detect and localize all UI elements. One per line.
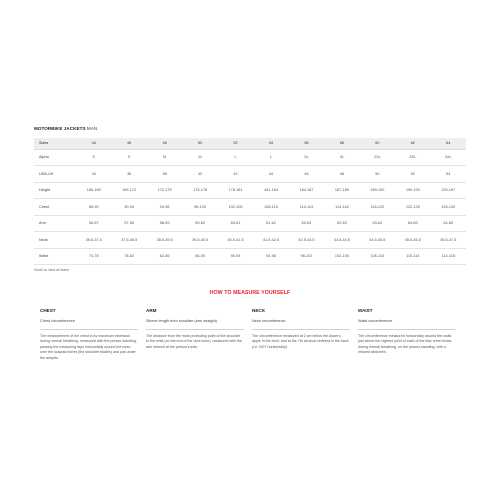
- table-header-cell: 58: [324, 138, 359, 149]
- measure-waist: [358, 308, 456, 356]
- table-cell: 178-181: [218, 182, 253, 199]
- table-cell: 58-59: [147, 215, 182, 232]
- scroll-hint: Scroll to view all sizes: [34, 268, 69, 272]
- measure-neck-description: The circumference measured at 2 cm below the Adam's apple in the front, and at the 7th cervical vertebra in the back (i.e. NOT horizontally).: [252, 333, 349, 349]
- table-cell: 114-118: [324, 199, 359, 216]
- table-title: [34, 126, 97, 131]
- table-row-label: Arm: [34, 215, 76, 232]
- table-cell: 62-63: [289, 215, 324, 232]
- table-header-cell: 50: [182, 138, 217, 149]
- table-row: [34, 232, 466, 249]
- table-cell: S: [111, 149, 146, 166]
- table-cell: 44.5-45.5: [360, 232, 395, 249]
- table-cell: 175-178: [182, 182, 217, 199]
- table-cell: 38: [147, 166, 182, 183]
- table-cell: 45.5-46.5: [395, 232, 430, 249]
- table-cell: 110-114: [395, 248, 430, 265]
- table-row: [34, 166, 466, 183]
- table-cell: 57-58: [111, 215, 146, 232]
- table-header-cell: 62: [395, 138, 430, 149]
- table-cell: 64-65: [431, 215, 466, 232]
- table-cell: 94-98: [147, 199, 182, 216]
- table-header-cell: 56: [289, 138, 324, 149]
- table-cell: 118-122: [360, 199, 395, 216]
- table-cell: 48: [324, 166, 359, 183]
- table-row-label: Waist: [34, 248, 76, 265]
- table-cell: 169-172: [111, 182, 146, 199]
- measure-waist-title: WAIST: [358, 308, 373, 313]
- table-cell: 82-86: [147, 248, 182, 265]
- table-cell: 62-63: [324, 215, 359, 232]
- measure-chest: [40, 308, 138, 361]
- measure-neck: [252, 308, 350, 350]
- table-row-label: Height: [34, 182, 76, 199]
- table-cell: 34: [76, 166, 111, 183]
- table-cell: 110-114: [289, 199, 324, 216]
- table-header-cell: 52: [218, 138, 253, 149]
- table-row-label: Chest: [34, 199, 76, 216]
- table-cell: 4XL: [431, 149, 466, 166]
- table-cell: 63-64: [360, 215, 395, 232]
- table-row: [34, 149, 466, 166]
- table-cell: 187-189: [324, 182, 359, 199]
- table-cell: 36.5-37.5: [76, 232, 111, 249]
- table-cell: 106-110: [253, 199, 288, 216]
- measure-neck-subtitle: Neck circumference: [252, 319, 286, 323]
- table-cell: 122-126: [395, 199, 430, 216]
- table-header-cell: 46: [111, 138, 146, 149]
- table-title-main: MOTORBIKE JACKETS: [34, 126, 86, 131]
- table-cell: 86-90: [182, 248, 217, 265]
- table-cell: 2XL: [360, 149, 395, 166]
- table-cell: 38.5-39.5: [147, 232, 182, 249]
- measure-chest-title: CHEST: [40, 308, 56, 313]
- table-header-cell: 48: [147, 138, 182, 149]
- table-cell: 126-130: [431, 199, 466, 216]
- table-header-cell: 54: [253, 138, 288, 149]
- table-cell: 54: [431, 166, 466, 183]
- table-cell: 37.5-38.5: [111, 232, 146, 249]
- table-cell: 90-94: [218, 248, 253, 265]
- table-cell: 61-62: [253, 215, 288, 232]
- table-cell: 60-61: [218, 215, 253, 232]
- table-cell: 90-94: [111, 199, 146, 216]
- table-cell: XL: [324, 149, 359, 166]
- table-row-label: USA-UK: [34, 166, 76, 183]
- measure-waist-subtitle: Waist circumference: [358, 319, 393, 323]
- table-row-label: Neck: [34, 232, 76, 249]
- how-to-measure-title: HOW TO MEASURE YOURSELF: [209, 290, 291, 296]
- measure-waist-description: The circumference measured horizontally around the waist, just above the highest point of each of the iliac crest bones, during normal breathing, on the person standing, with a relaxed abdomen.: [358, 333, 453, 355]
- table-cell: 106-110: [360, 248, 395, 265]
- table-cell: 64-65: [395, 215, 430, 232]
- divider: [146, 329, 244, 330]
- table-cell: 102-106: [324, 248, 359, 265]
- table-cell: 114-118: [431, 248, 466, 265]
- table-header-row: [34, 138, 466, 149]
- size-chart-table: [34, 138, 466, 265]
- table-cell: M: [147, 149, 182, 166]
- table-cell: 46.5-47.5: [431, 232, 466, 249]
- table-cell: 42: [218, 166, 253, 183]
- table-row: [34, 215, 466, 232]
- table-cell: 189-190: [360, 182, 395, 199]
- table-cell: 74-78: [76, 248, 111, 265]
- table-cell: L: [253, 149, 288, 166]
- table-cell: 3XL: [395, 149, 430, 166]
- table-cell: XL: [289, 149, 324, 166]
- table-cell: 94-98: [253, 248, 288, 265]
- table-cell: S: [76, 149, 111, 166]
- divider: [358, 329, 456, 330]
- table-cell: 43.5-44.5: [324, 232, 359, 249]
- table-cell: 193-197: [431, 182, 466, 199]
- measure-arm-description: The distance from the most protruding point of the shoulder to the wrist (on the end of the ulna bone), measured with the arm relaxed at the person's side.: [146, 333, 242, 349]
- table-row: [34, 199, 466, 216]
- table-cell: 39.5-40.5: [182, 232, 217, 249]
- table-cell: L: [218, 149, 253, 166]
- table-header-cell: 64: [431, 138, 466, 149]
- table-cell: 98-102: [289, 248, 324, 265]
- table-cell: 44: [253, 166, 288, 183]
- measure-arm-title: ARM: [146, 308, 157, 313]
- table-cell: 56-57: [76, 215, 111, 232]
- table-cell: M: [182, 149, 217, 166]
- table-cell: 52: [395, 166, 430, 183]
- table-cell: 86-90: [76, 199, 111, 216]
- table-cell: 40: [182, 166, 217, 183]
- table-cell: 102-106: [218, 199, 253, 216]
- table-header-cell: 44: [76, 138, 111, 149]
- size-chart-body: [34, 138, 466, 265]
- table-row-label: Alpha: [34, 149, 76, 166]
- table-cell: 190-193: [395, 182, 430, 199]
- table-cell: 59-60: [182, 215, 217, 232]
- table-cell: 40.5-41.5: [218, 232, 253, 249]
- table-cell: 181-184: [253, 182, 288, 199]
- table-cell: 98-102: [182, 199, 217, 216]
- measure-arm-subtitle: Sleeve length from shoulder (arm straight): [146, 319, 217, 323]
- table-header-cell: Sizes: [34, 138, 76, 149]
- divider: [40, 329, 138, 330]
- table-row: [34, 182, 466, 199]
- table-title-gender: MAN: [85, 126, 98, 131]
- measure-chest-description: The measurement of the chest in its maximum extension during normal breathing, measured with the person standing, passing the measuring tape horizontally around the torso over the scapula bones (the shoulder blades) and just under the armpits.: [40, 333, 137, 360]
- table-row: [34, 248, 466, 265]
- table-cell: 50: [360, 166, 395, 183]
- table-cell: 184-187: [289, 182, 324, 199]
- table-cell: 41.5-42.5: [253, 232, 288, 249]
- table-cell: 166-169: [76, 182, 111, 199]
- table-cell: 46: [289, 166, 324, 183]
- table-cell: 172-175: [147, 182, 182, 199]
- measure-neck-title: NECK: [252, 308, 266, 313]
- measure-arm: [146, 308, 244, 350]
- divider: [252, 329, 350, 330]
- table-cell: 36: [111, 166, 146, 183]
- measure-chest-subtitle: Chest circumference: [40, 319, 75, 323]
- table-cell: 78-82: [111, 248, 146, 265]
- table-cell: 42.5-43.5: [289, 232, 324, 249]
- table-header-cell: 60: [360, 138, 395, 149]
